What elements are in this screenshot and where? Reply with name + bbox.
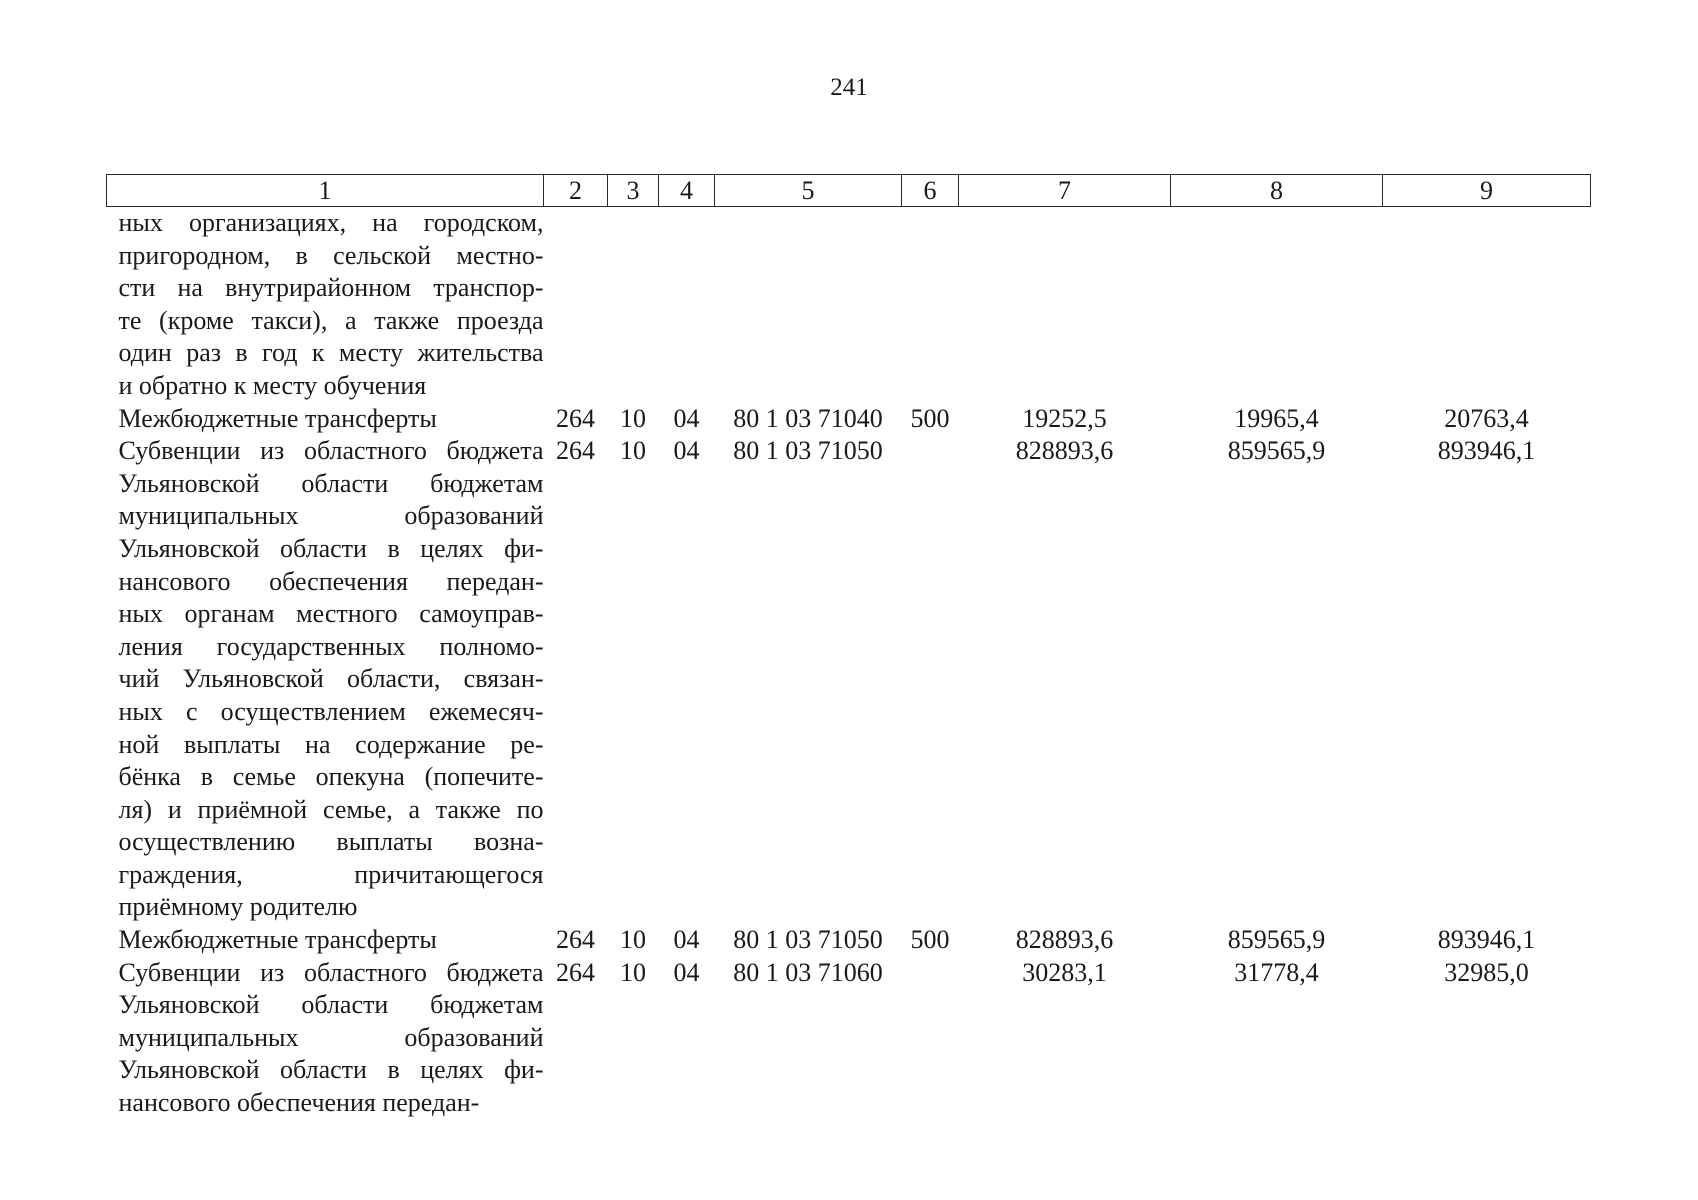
description-line: Межбюджетные трансферты (118, 925, 437, 955)
section-code: 10 (620, 403, 646, 433)
amount-year-2 (1171, 207, 1383, 403)
target-article-code: 80 1 03 71060 (733, 957, 883, 987)
subsection-code (659, 207, 715, 403)
description-line: пригородном, в сельской местно- (118, 240, 544, 270)
description-line: и обратно к месту обучения (118, 370, 427, 400)
table-row (107, 403, 1591, 436)
column-header-4: 4 (659, 175, 715, 207)
row-description (107, 435, 544, 924)
row-description (107, 403, 544, 436)
description-line: приёмному родителю (118, 892, 358, 922)
description-line: ления государственных полномо- (118, 631, 544, 661)
expense-type-code: 500 (910, 403, 950, 433)
amount-year-3: 893946,1 (1437, 925, 1536, 955)
table-row (107, 207, 1591, 403)
description-line: ной выплаты на содержание ре- (118, 729, 544, 759)
description-line: Ульяновской области бюджетам (118, 990, 544, 1020)
table-row (107, 435, 1591, 924)
target-article-code (715, 207, 902, 403)
table-body (107, 207, 1591, 1120)
amount-year-1 (959, 207, 1171, 403)
description-line: бёнка в семье опекуна (попечите- (118, 762, 544, 792)
table-row (107, 957, 1591, 1120)
amount-year-1: 828893,6 (1015, 436, 1114, 466)
description-line: Межбюджетные трансферты (118, 403, 437, 433)
section-code: 10 (620, 925, 646, 955)
description-line: Ульяновской области в целях фи- (118, 1055, 544, 1085)
budget-table (106, 174, 1591, 1120)
page-number: 241 (830, 74, 868, 101)
table-header-row (107, 175, 1591, 207)
description-line: ля) и приёмной семье, а также по (118, 794, 544, 824)
description-line: муниципальных образований (118, 501, 544, 531)
amount-year-3 (1383, 207, 1591, 403)
column-header-5: 5 (715, 175, 902, 207)
row-description (107, 924, 544, 957)
description-line: нансового обеспечения передан- (118, 566, 544, 596)
amount-year-2: 859565,9 (1227, 436, 1326, 466)
subsection-code: 04 (673, 925, 700, 955)
column-header-9: 9 (1383, 175, 1591, 207)
amount-year-1: 19252,5 (1022, 403, 1107, 433)
expense-type-code (902, 435, 959, 924)
amount-year-2: 31778,4 (1234, 957, 1319, 987)
description-line: ных организациях, на городском, (118, 208, 544, 237)
ministry-code: 264 (556, 436, 595, 466)
column-header-6: 6 (902, 175, 959, 207)
section-code: 10 (620, 957, 646, 987)
description-line: один раз в год к месту жительства (118, 338, 544, 368)
expense-type-code (902, 207, 959, 403)
target-article-code: 80 1 03 71050 (733, 436, 883, 466)
subsection-code: 04 (673, 403, 700, 433)
ministry-code: 264 (556, 957, 595, 987)
amount-year-3: 20763,4 (1444, 403, 1529, 433)
description-line: те (кроме такси), а также проезда (118, 305, 544, 335)
target-article-code: 80 1 03 71040 (733, 403, 883, 433)
description-line: Субвенции из областного бюджета (118, 436, 544, 466)
amount-year-3: 893946,1 (1437, 436, 1536, 466)
column-header-1: 1 (107, 175, 544, 207)
column-header-7: 7 (959, 175, 1171, 207)
description-line: ных органам местного самоуправ- (118, 599, 544, 629)
description-line: Ульяновской области бюджетам (118, 468, 544, 498)
description-line: ных с осуществлением ежемесяч- (118, 696, 544, 726)
amount-year-1: 30283,1 (1022, 957, 1107, 987)
table-row (107, 924, 1591, 957)
section-code (608, 207, 659, 403)
description-line: осуществлению выплаты возна- (118, 827, 544, 857)
subsection-code: 04 (673, 436, 700, 466)
ministry-code: 264 (556, 925, 595, 955)
description-line: сти на внутрирайонном транспор- (118, 273, 544, 303)
amount-year-2: 859565,9 (1227, 925, 1326, 955)
expense-type-code (902, 957, 959, 1120)
row-description (107, 207, 544, 403)
target-article-code: 80 1 03 71050 (733, 925, 883, 955)
description-line: нансового обеспечения передан- (118, 1088, 480, 1118)
column-header-2: 2 (544, 175, 608, 207)
column-header-8: 8 (1171, 175, 1383, 207)
subsection-code: 04 (673, 957, 700, 987)
description-line: Субвенции из областного бюджета (118, 957, 544, 987)
amount-year-3: 32985,0 (1444, 957, 1529, 987)
section-code: 10 (620, 436, 646, 466)
amount-year-2: 19965,4 (1234, 403, 1319, 433)
description-line: Ульяновской области в целях фи- (118, 533, 544, 563)
description-line: чий Ульяновской области, связан- (118, 664, 544, 694)
ministry-code: 264 (556, 403, 595, 433)
ministry-code (544, 207, 608, 403)
amount-year-1: 828893,6 (1015, 925, 1114, 955)
description-line: муниципальных образований (118, 1022, 544, 1052)
description-line: граждения, причитающегося (118, 859, 544, 889)
expense-type-code: 500 (910, 925, 950, 955)
column-header-3: 3 (608, 175, 659, 207)
row-description (107, 957, 544, 1120)
